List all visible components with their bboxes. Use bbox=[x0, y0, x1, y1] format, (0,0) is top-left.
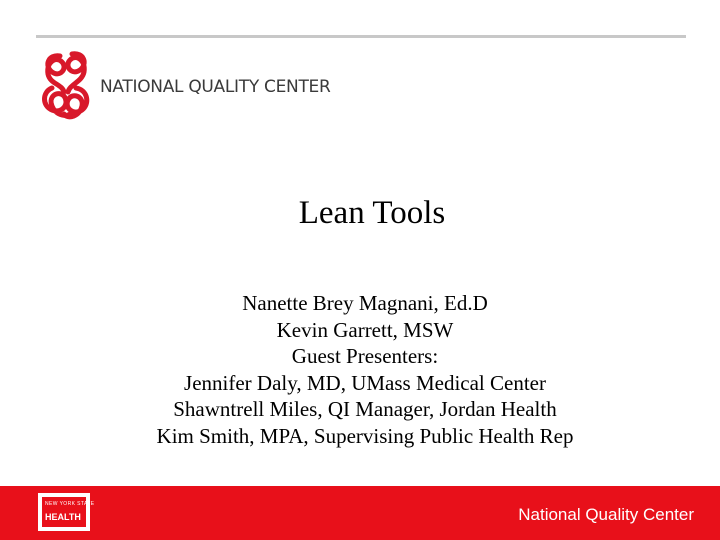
nys-health-logo bbox=[38, 493, 95, 531]
slide-title: Lean Tools bbox=[298, 195, 446, 231]
logo-wordmark: NATIONAL QUALITY CENTER bbox=[100, 77, 331, 97]
presenter-line: Guest Presenters: bbox=[291, 344, 439, 368]
presenter-line: Shawntrell Miles, QI Manager, Jordan Health bbox=[173, 397, 557, 421]
footer-org-name: National Quality Center bbox=[518, 505, 694, 524]
presenter-line: Kim Smith, MPA, Supervising Public Health Rep bbox=[156, 423, 574, 448]
nys-health-logo-inner bbox=[42, 497, 95, 527]
nqc-ribbon-icon bbox=[38, 48, 100, 124]
presenter-line: Nanette Brey Magnani, Ed.D bbox=[242, 291, 488, 315]
presenter-line: Kevin Garrett, MSW bbox=[276, 317, 454, 342]
header-divider bbox=[36, 35, 686, 38]
nys-badge-line2: HEALTH bbox=[45, 512, 81, 522]
nys-badge-line1: NEW YORK STATE bbox=[45, 501, 95, 507]
nqc-logo bbox=[38, 48, 331, 124]
presenter-list bbox=[0, 290, 720, 449]
presenter-line: Jennifer Daly, MD, UMass Medical Center bbox=[184, 370, 546, 395]
